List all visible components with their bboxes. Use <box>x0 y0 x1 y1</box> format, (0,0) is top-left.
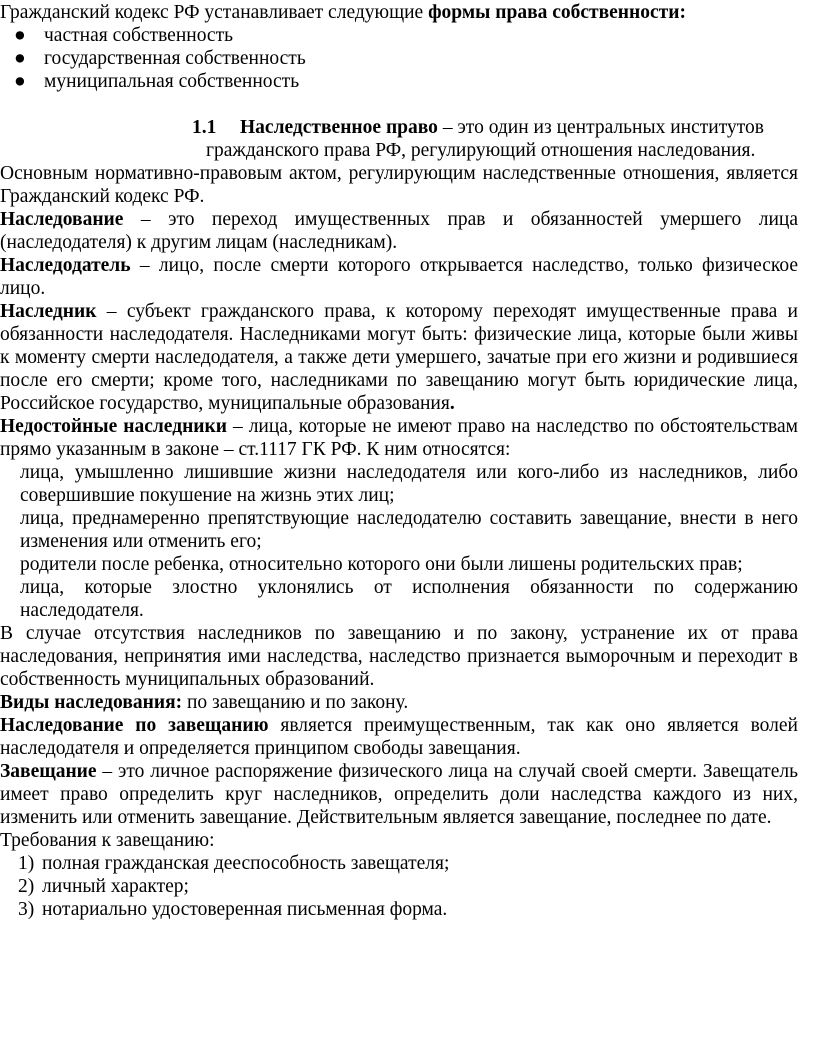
term: Наследодатель <box>0 255 131 276</box>
list-item: лица, умышленно лишившие жизни наследодателя или кого-либо из наследников, либо совершившие покушение на жизнь этих лиц; <box>20 462 798 506</box>
term: Недостойные наследники <box>0 416 228 437</box>
list-item: ● государственная собственность <box>14 48 306 69</box>
term: Виды наследования: <box>0 692 183 713</box>
types-paragraph: Виды наследования: по завещанию и по закону. <box>0 692 409 713</box>
intro-bold-text: формы права собственности: <box>428 2 686 23</box>
requirements-title: Требования к завещанию: <box>0 830 215 851</box>
intro-paragraph <box>0 1 798 24</box>
document-page <box>0 1 798 921</box>
item-number: 1) <box>18 853 35 874</box>
item-number: 3) <box>18 899 35 920</box>
term: Завещание <box>0 761 97 782</box>
escheat-paragraph: В случае отсутствия наследников по завещанию и по закону, устранение их от права наследования, непринятия ими наследства, наследство признается выморочным и переходит в собственность муниципальных образований. <box>0 623 798 690</box>
list-item: ● муниципальная собственность <box>14 71 300 92</box>
bullet-icon: ● <box>14 25 26 46</box>
unworthy-heirs-paragraph: Недостойные наследники – лица, которые не имеют право на наследство по обстоятельствам прямо указанным в законе – ст.1117 ГК РФ. К ним относятся: <box>0 416 798 460</box>
list-item: лица, преднамеренно препятствующие наследодателю составить завещание, внести в него изменения или отменить его; <box>20 508 798 552</box>
section-heading <box>0 116 798 162</box>
list-item: 1) полная гражданская дееспособность завещателя; <box>18 853 450 874</box>
requirements-list <box>0 852 798 921</box>
bullet-icon: ● <box>14 48 26 69</box>
ownership-forms-list <box>0 24 798 93</box>
item-number: 2) <box>18 876 35 897</box>
term: Наследование <box>0 209 124 230</box>
term: Наследование по завещанию <box>0 715 269 736</box>
unworthy-heirs-list <box>0 461 798 622</box>
by-will-paragraph: Наследование по завещанию является преимущественным, так как оно является волей наследодателя и определяется принципом свободы завещания. <box>0 715 798 759</box>
term: Наследник <box>0 301 97 322</box>
list-item: 2) личный характер; <box>18 876 189 897</box>
inheritance-paragraph: Наследование – это переход имущественных прав и обязанностей умершего лица (наследодателя) к другим лицам (наследникам). <box>0 209 798 253</box>
intro-text: Гражданский кодекс РФ устанавливает следующие <box>0 2 424 23</box>
section-term: Наследственное право <box>240 117 438 138</box>
list-item: родители после ребенка, относительно которого они были лишены родительских прав; <box>20 554 743 575</box>
bullet-icon: ● <box>14 71 26 92</box>
section-definition: – это один из центральных институтов гражданского права РФ, регулирующий отношения наследования. <box>206 117 764 161</box>
basic-act-paragraph: Основным нормативно-правовым актом, регулирующим наследственные отношения, является Гражданский кодекс РФ. <box>0 163 798 207</box>
list-item: ● частная собственность <box>14 25 234 46</box>
will-paragraph: Завещание – это личное распоряжение физического лица на случай своей смерти. Завещатель имеет право определить круг наследников, определить доли наследства каждого из них, изменить или отменить завещание. Действительным является завещание, последнее по дате. <box>0 761 798 828</box>
testator-paragraph: Наследодатель – лицо, после смерти которого открывается наследство, только физическое лицо. <box>0 255 798 299</box>
list-item: лица, которые злостно уклонялись от исполнения обязанности по содержанию наследодателя. <box>20 577 798 621</box>
heir-paragraph: Наследник – субъект гражданского права, к которому переходят имущественные права и обязанности наследодателя. Наследниками могут быть: физические лица, которые были живы к моменту смерти наследодателя, а также дети умершего, зачатые при его жизни и родившиеся после его смерти; кроме того, наследниками по завещанию могут быть юридические лица, Российское государство, муниципальные образования. <box>0 301 798 414</box>
list-item: 3) нотариально удостоверенная письменная форма. <box>18 899 448 920</box>
section-number: 1.1 <box>192 117 217 138</box>
